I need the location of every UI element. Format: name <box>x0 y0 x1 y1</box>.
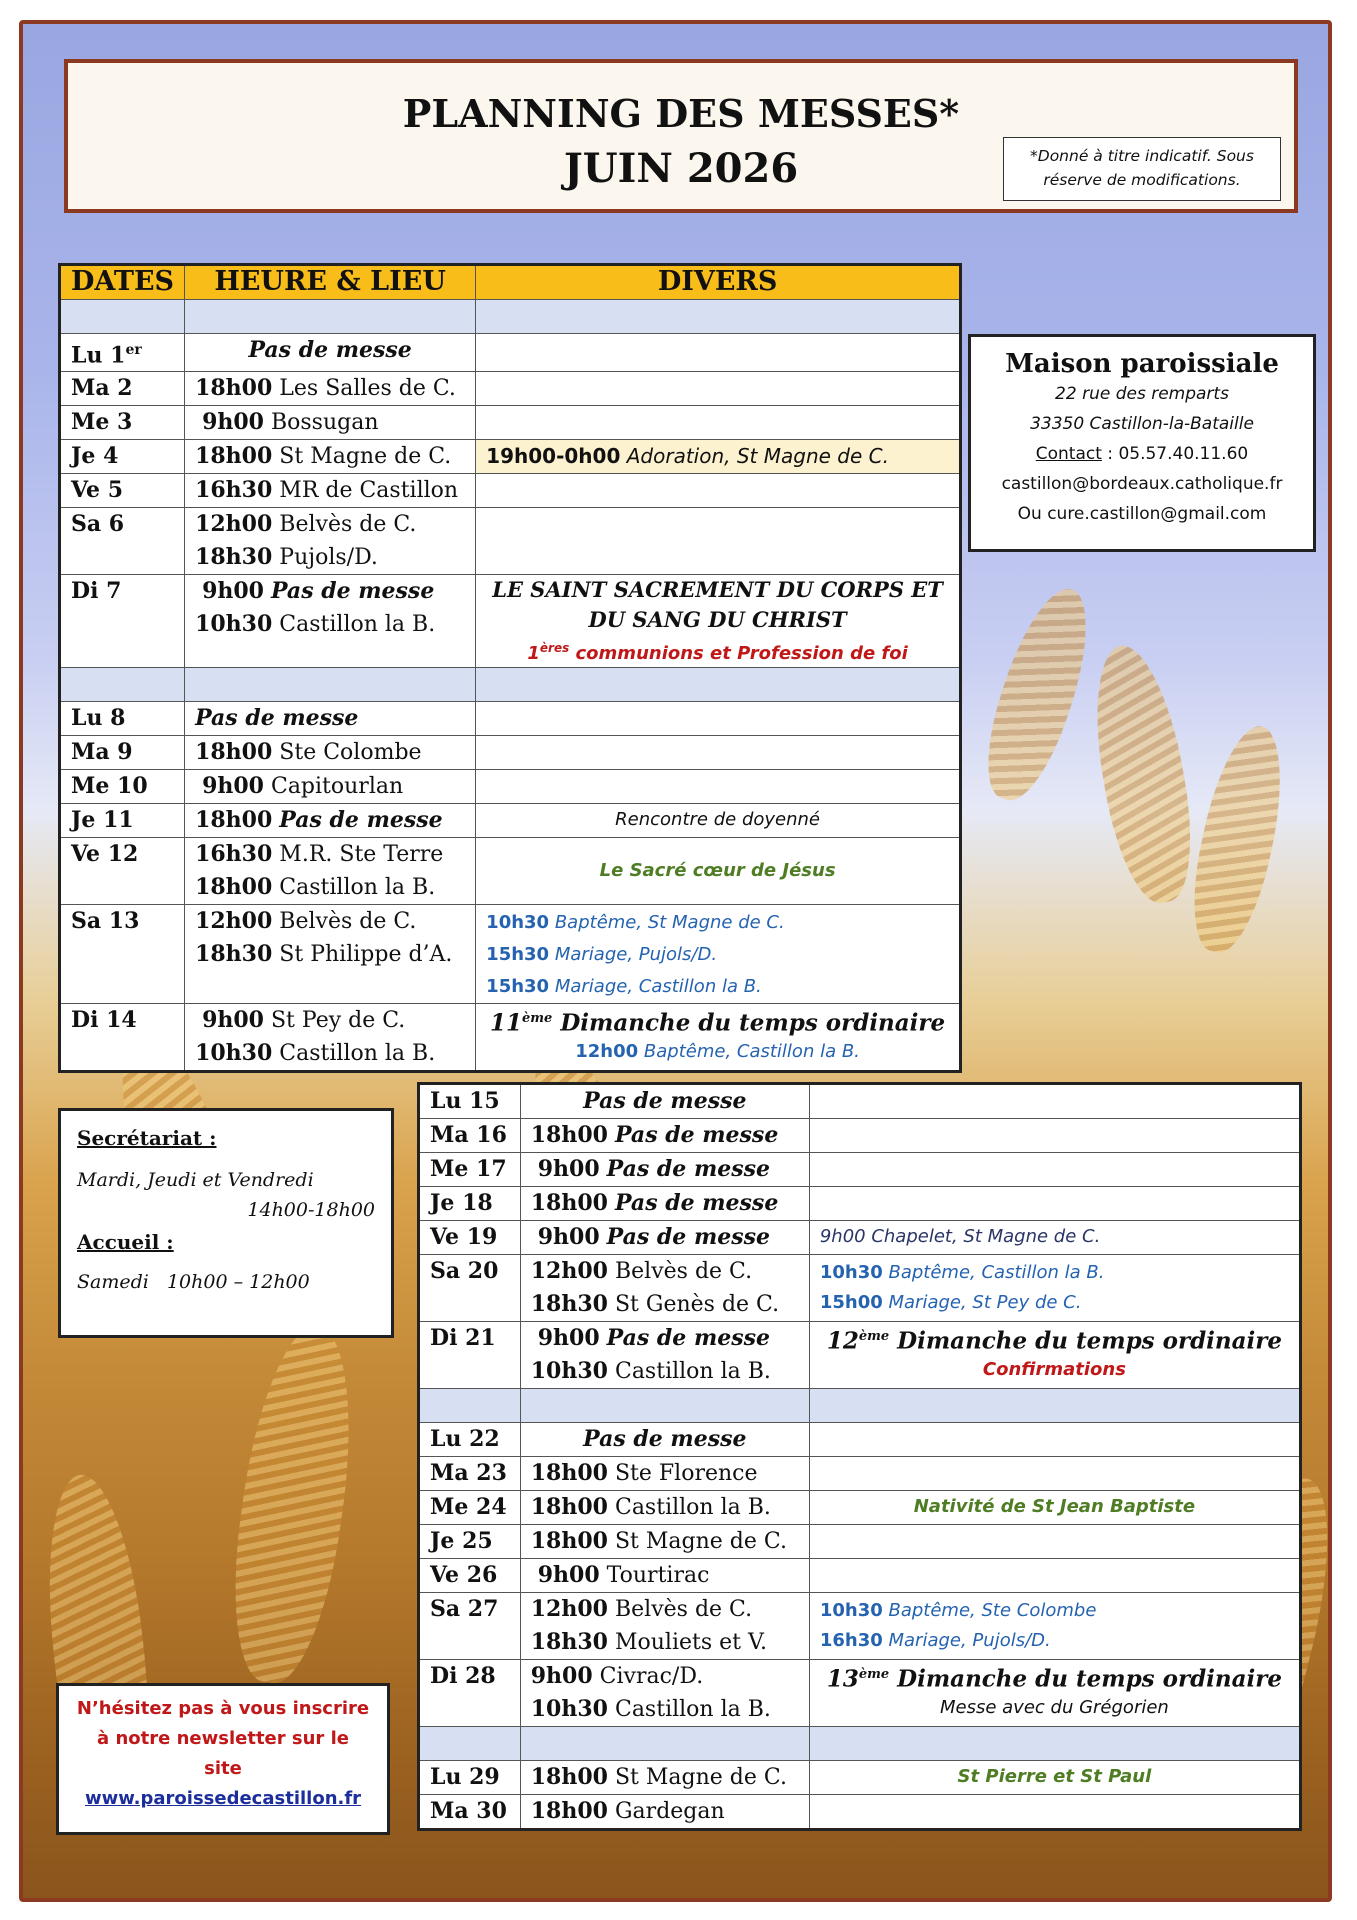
divers-cell <box>809 1559 1300 1593</box>
mass-cell <box>185 334 476 372</box>
mass-time: 18h00 <box>530 1798 608 1824</box>
divers-cell <box>476 575 961 668</box>
mass-place: M.R. Ste Terre <box>279 842 444 868</box>
column-header-dates: DATES <box>60 265 185 300</box>
mass-time: 18h00 <box>530 1460 608 1486</box>
mass-time: 18h30 <box>530 1291 608 1317</box>
date-cell <box>60 334 185 372</box>
date-cell: Ve 19 <box>419 1221 521 1255</box>
table-row <box>60 575 961 668</box>
mass-cell <box>185 905 476 1004</box>
date-cell: Ve 26 <box>419 1559 521 1593</box>
mass-time: 18h30 <box>530 1629 608 1655</box>
mass-time: 9h00 <box>202 578 264 605</box>
mass-place: Pas de messe <box>606 1325 771 1351</box>
mass-place: St Pey de C. <box>270 1008 406 1034</box>
mass-place: Castillon la B. <box>614 1495 771 1520</box>
ordinal-suffix: ème <box>522 1011 553 1027</box>
mass-cell <box>520 1187 809 1221</box>
date-cell: Ve 12 <box>60 838 185 905</box>
divers-cell <box>476 440 961 474</box>
table-row <box>419 1593 1301 1660</box>
divers-cell <box>476 736 961 770</box>
mass-place: Les Salles de C. <box>279 376 456 402</box>
divers-cell <box>476 334 961 372</box>
mass-label: Pas de messe <box>583 1426 747 1452</box>
ordinal-suffix: ème <box>858 1329 890 1344</box>
week-separator <box>60 668 961 702</box>
mass-cell <box>185 770 476 804</box>
mass-time: 18h00 <box>195 375 273 402</box>
mass-place: St Genès de C. <box>614 1292 780 1317</box>
divers-cell <box>476 372 961 406</box>
divers-cell <box>476 474 961 508</box>
contact-phone: : 05.57.40.11.60 <box>1101 444 1249 464</box>
table-row <box>60 474 961 508</box>
table-row <box>60 372 961 406</box>
newsletter-text: site <box>204 1758 242 1779</box>
event-text: Baptême, Castillon la B. <box>643 1040 860 1062</box>
divers-cell <box>809 1322 1300 1389</box>
divers-cell <box>476 1004 961 1072</box>
feast-title-text: Dimanche du temps ordinaire <box>552 1009 946 1037</box>
event-time: 12h00 <box>575 1040 639 1062</box>
mass-time: 18h00 <box>530 1494 608 1520</box>
mass-time: 9h00 <box>202 1007 264 1034</box>
mass-cell <box>520 1795 809 1830</box>
accueil-hours-line <box>77 1267 375 1297</box>
divers-cell <box>809 1187 1300 1221</box>
table-row <box>419 1153 1301 1187</box>
table-row <box>60 804 961 838</box>
event-time: 19h00-0h00 <box>486 444 621 469</box>
mass-time: 18h00 <box>530 1122 608 1148</box>
ordinal-suffix: ères <box>539 641 570 656</box>
event-time: 15h30 <box>486 976 550 998</box>
table-row <box>419 1187 1301 1221</box>
page-subtitle-month: JUIN 2026 <box>563 145 799 192</box>
mass-cell <box>520 1491 809 1525</box>
mass-cell <box>520 1322 809 1389</box>
accueil-day: Samedi <box>77 1271 149 1293</box>
mass-place: Civrac/D. <box>599 1664 704 1689</box>
mass-place: Castillon la B. <box>279 612 436 638</box>
mass-cell <box>520 1660 809 1727</box>
feast-subtitle: Confirmations <box>982 1358 1126 1380</box>
mass-time: 18h00 <box>530 1764 608 1790</box>
newsletter-text: N’hésitez pas à vous inscrire <box>76 1698 370 1719</box>
mass-place: Capitourlan <box>270 774 404 800</box>
ordinal-number: 11 <box>489 1009 522 1037</box>
parish-house-title: Maison paroissiale <box>1005 349 1279 379</box>
table-row <box>419 1084 1301 1119</box>
wheat-ear-decoration <box>971 579 1106 810</box>
mass-cell <box>185 440 476 474</box>
mass-cell <box>520 1593 809 1660</box>
event-time: 10h30 <box>819 1600 883 1621</box>
divers-cell <box>809 1119 1300 1153</box>
date-cell: Lu 8 <box>60 702 185 736</box>
contact-label: Contact <box>1035 444 1102 464</box>
mass-cell <box>520 1153 809 1187</box>
table-row <box>60 736 961 770</box>
divers-cell <box>809 1423 1300 1457</box>
date-cell: Sa 6 <box>60 508 185 575</box>
mass-place: Pas de messe <box>606 1224 771 1250</box>
mass-place: Castillon la B. <box>279 1041 436 1067</box>
divers-cell: Nativité de St Jean Baptiste <box>809 1491 1300 1525</box>
table-row <box>60 334 961 372</box>
week-separator <box>419 1727 1301 1761</box>
divers-cell: 9h00 Chapelet, St Magne de C. <box>809 1221 1300 1255</box>
accueil-label: Accueil : <box>77 1230 174 1254</box>
mass-place: Mouliets et V. <box>614 1630 768 1655</box>
mass-time: 16h30 <box>195 477 273 504</box>
event-text: Baptême, St Magne de C. <box>554 912 785 934</box>
divers-cell: Rencontre de doyenné <box>476 804 961 838</box>
table-row <box>419 1795 1301 1830</box>
mass-time: 12h00 <box>195 511 273 538</box>
mass-place: Tourtirac <box>606 1563 710 1588</box>
date-cell: Di 7 <box>60 575 185 668</box>
date-cell: Je 18 <box>419 1187 521 1221</box>
event-item <box>486 971 949 1003</box>
date-cell: Sa 20 <box>419 1255 521 1322</box>
table-row <box>419 1660 1301 1727</box>
accueil-hours: 10h00 – 12h00 <box>166 1271 310 1293</box>
mass-place: Gardegan <box>614 1799 725 1824</box>
mass-place: Pas de messe <box>270 578 435 605</box>
header-box <box>64 59 1298 213</box>
mass-time: 9h00 <box>537 1325 600 1351</box>
event-text: Adoration, St Magne de C. <box>626 444 889 469</box>
event-time: 15h30 <box>486 944 550 966</box>
mass-time: 18h30 <box>195 544 273 571</box>
mass-cell <box>520 1084 809 1119</box>
mass-place: Belvès de C. <box>279 512 417 538</box>
feast-subtitle <box>486 635 949 667</box>
divers-cell <box>809 1084 1300 1119</box>
date-cell: Ma 2 <box>60 372 185 406</box>
mass-time: 9h00 <box>537 1156 600 1182</box>
feast-title-text: Dimanche du temps ordinaire <box>889 1665 1283 1693</box>
mass-place: Bossugan <box>270 410 379 436</box>
divers-cell <box>809 1593 1300 1660</box>
secretariat-label: Secrétariat : <box>77 1126 217 1150</box>
date-cell: Lu 29 <box>419 1761 521 1795</box>
date-cell: Je 11 <box>60 804 185 838</box>
mass-time: 12h00 <box>195 908 273 935</box>
parish-house-box <box>968 334 1316 552</box>
mass-place: St Magne de C. <box>614 1529 787 1554</box>
mass-schedule-table-1 <box>58 263 962 1073</box>
event-text: Mariage, Pujols/D. <box>888 1630 1051 1651</box>
mass-cell <box>520 1559 809 1593</box>
divers-cell <box>476 905 961 1004</box>
mass-place: Pas de messe <box>614 1190 779 1216</box>
feast-title <box>486 1004 949 1039</box>
mass-place: Belvès de C. <box>614 1259 753 1284</box>
date-cell: Me 3 <box>60 406 185 440</box>
page-title: PLANNING DES MESSES* <box>402 91 960 136</box>
event-item <box>820 1596 1289 1626</box>
date-cell: Ma 9 <box>60 736 185 770</box>
secretariat-days: Mardi, Jeudi et Vendredi <box>77 1169 314 1191</box>
table-row <box>419 1761 1301 1795</box>
ordinal-number: 13 <box>826 1665 859 1693</box>
divers-cell <box>476 406 961 440</box>
date-cell: Di 21 <box>419 1322 521 1389</box>
table-row <box>60 440 961 474</box>
date-cell: Je 25 <box>419 1525 521 1559</box>
mass-place: Pas de messe <box>606 1156 771 1182</box>
date-sup: er <box>125 342 142 358</box>
divers-cell: Le Sacré cœur de Jésus <box>476 838 961 905</box>
ordinal-number: 1 <box>527 643 540 665</box>
email-link[interactable]: Ou cure.castillon@gmail.com <box>1017 504 1267 524</box>
mass-place: St Magne de C. <box>614 1765 787 1790</box>
mass-time: 18h00 <box>195 443 273 470</box>
divers-cell <box>476 702 961 736</box>
mass-place: Ste Colombe <box>279 740 422 766</box>
mass-time: 9h00 <box>202 773 264 800</box>
secretariat-hours: 14h00-18h00 <box>247 1199 375 1221</box>
mass-cell <box>185 838 476 905</box>
feast-title: LE SAINT SACREMENT DU CORPS ET DU SANG DU CHRIST <box>492 577 943 633</box>
table-row <box>60 1004 961 1072</box>
date-cell: Ve 5 <box>60 474 185 508</box>
event-item <box>486 1039 949 1065</box>
table-row <box>419 1119 1301 1153</box>
table-row <box>419 1457 1301 1491</box>
divers-cell <box>809 1153 1300 1187</box>
date-cell: Ma 30 <box>419 1795 521 1830</box>
website-link[interactable]: www.paroissedecastillon.fr <box>84 1788 362 1809</box>
mass-place: Belvès de C. <box>279 909 417 935</box>
divers-cell <box>809 1660 1300 1727</box>
event-time: 15h00 <box>819 1292 883 1313</box>
feast-subtitle-text: communions et Profession de foi <box>569 643 908 665</box>
mass-place: Belvès de C. <box>614 1597 753 1622</box>
table-row <box>419 1221 1301 1255</box>
divers-cell <box>809 1255 1300 1322</box>
divers-cell <box>809 1795 1300 1830</box>
mass-cell <box>185 736 476 770</box>
mass-cell <box>520 1457 809 1491</box>
mass-cell <box>185 1004 476 1072</box>
table-header-row <box>60 265 961 300</box>
disclaimer-note: *Donné à titre indicatif. Sous réserve de modifications. <box>1003 137 1281 201</box>
event-text: Mariage, Castillon la B. <box>554 976 762 998</box>
mass-time: 10h30 <box>195 611 273 638</box>
date-cell: Ma 23 <box>419 1457 521 1491</box>
mass-time: 12h00 <box>530 1258 608 1284</box>
table-row <box>60 838 961 905</box>
mass-time: 18h00 <box>195 739 273 766</box>
mass-time: 9h00 <box>530 1663 593 1689</box>
date-cell: Ma 16 <box>419 1119 521 1153</box>
table-row <box>419 1525 1301 1559</box>
event-time: 16h30 <box>819 1630 883 1651</box>
divers-cell: St Pierre et St Paul <box>809 1761 1300 1795</box>
mass-time: 18h00 <box>195 874 273 901</box>
mass-place: Ste Florence <box>614 1461 758 1486</box>
date-cell: Me 10 <box>60 770 185 804</box>
date-cell: Me 17 <box>419 1153 521 1187</box>
divers-cell <box>476 508 961 575</box>
mass-cell <box>185 406 476 440</box>
table-row <box>60 905 961 1004</box>
mass-cell <box>185 804 476 838</box>
mass-place: Castillon la B. <box>614 1697 771 1722</box>
mass-time: 12h00 <box>530 1596 608 1622</box>
date-cell: Sa 13 <box>60 905 185 1004</box>
mass-time: 10h30 <box>530 1696 608 1722</box>
mass-cell <box>185 508 476 575</box>
mass-place: St Magne de C. <box>279 444 452 470</box>
date-cell: Di 14 <box>60 1004 185 1072</box>
column-header-divers: DIVERS <box>476 265 961 300</box>
mass-place: Castillon la B. <box>614 1359 771 1384</box>
table-row <box>419 1255 1301 1322</box>
mass-time: 16h30 <box>195 841 273 868</box>
address-line: 33350 Castillon-la-Bataille <box>1030 414 1254 434</box>
divers-cell <box>809 1525 1300 1559</box>
event-item <box>820 1626 1289 1656</box>
date-cell: Di 28 <box>419 1660 521 1727</box>
mass-place: Pas de messe <box>614 1122 779 1148</box>
address-line: 22 rue des remparts <box>1055 384 1229 404</box>
wheat-ear-decoration <box>1180 719 1296 959</box>
table-row <box>419 1322 1301 1389</box>
wheat-ear-decoration <box>1081 639 1205 909</box>
newsletter-text: à notre newsletter sur le <box>97 1728 349 1749</box>
mass-place: St Philippe d’A. <box>279 942 453 968</box>
wheat-ear-decoration <box>218 1319 367 1689</box>
mass-time: 10h30 <box>195 1040 273 1067</box>
mass-cell <box>185 702 476 736</box>
week-separator <box>419 1389 1301 1423</box>
week-separator <box>60 300 961 334</box>
date-cell: Lu 22 <box>419 1423 521 1457</box>
mass-schedule-table-2 <box>417 1082 1302 1831</box>
mass-cell <box>185 575 476 668</box>
mass-time: 18h00 <box>530 1528 608 1554</box>
mass-cell <box>185 372 476 406</box>
mass-time: 18h00 <box>195 807 273 834</box>
mass-cell <box>520 1119 809 1153</box>
mass-time: 18h30 <box>195 941 273 968</box>
mass-label: Pas de messe <box>248 337 412 363</box>
contact-line <box>971 439 1313 469</box>
mass-cell <box>520 1761 809 1795</box>
table-row <box>419 1423 1301 1457</box>
date-label: Lu 1 <box>71 342 126 369</box>
mass-time: 9h00 <box>537 1224 600 1250</box>
mass-place: Pas de messe <box>279 807 443 834</box>
mass-place: Pujols/D. <box>279 545 378 571</box>
date-cell: Me 24 <box>419 1491 521 1525</box>
mass-cell <box>520 1221 809 1255</box>
event-item <box>820 1258 1289 1288</box>
date-cell: Sa 27 <box>419 1593 521 1660</box>
mass-label: Pas de messe <box>195 705 359 732</box>
event-time: 10h30 <box>486 912 550 934</box>
table-row <box>60 702 961 736</box>
date-cell: Lu 15 <box>419 1084 521 1119</box>
feast-title <box>820 1660 1289 1695</box>
divers-cell <box>476 770 961 804</box>
mass-time: 9h00 <box>537 1562 600 1588</box>
mass-cell <box>520 1423 809 1457</box>
mass-label: Pas de messe <box>583 1088 747 1114</box>
event-text: Mariage, St Pey de C. <box>888 1292 1082 1313</box>
ordinal-suffix: ème <box>858 1667 890 1682</box>
mass-time: 9h00 <box>202 409 264 436</box>
event-item <box>820 1288 1289 1318</box>
secretariat-box <box>58 1108 394 1338</box>
date-cell: Je 4 <box>60 440 185 474</box>
feast-title <box>820 1322 1289 1357</box>
email-link[interactable]: castillon@bordeaux.catholique.fr <box>1001 474 1283 494</box>
table-row <box>60 406 961 440</box>
event-text: Mariage, Pujols/D. <box>554 944 718 966</box>
table-row <box>419 1559 1301 1593</box>
table-row <box>60 508 961 575</box>
mass-time: 18h00 <box>530 1190 608 1216</box>
feast-subtitle: Messe avec du Grégorien <box>940 1696 1169 1718</box>
mass-place: Castillon la B. <box>279 875 436 901</box>
event-item <box>486 907 949 939</box>
mass-cell <box>520 1255 809 1322</box>
mass-cell <box>185 474 476 508</box>
event-text: Baptême, Ste Colombe <box>888 1600 1097 1621</box>
mass-place: MR de Castillon <box>279 478 459 504</box>
column-header-heure-lieu: HEURE & LIEU <box>185 265 476 300</box>
feast-title-text: Dimanche du temps ordinaire <box>889 1327 1283 1355</box>
event-text: Baptême, Castillon la B. <box>888 1262 1105 1283</box>
newsletter-box <box>56 1683 390 1835</box>
ordinal-number: 12 <box>826 1327 859 1355</box>
table-row <box>60 770 961 804</box>
mass-time: 10h30 <box>530 1358 608 1384</box>
mass-cell <box>520 1525 809 1559</box>
table-row <box>419 1491 1301 1525</box>
event-item <box>486 939 949 971</box>
event-time: 10h30 <box>819 1262 883 1283</box>
divers-cell <box>809 1457 1300 1491</box>
